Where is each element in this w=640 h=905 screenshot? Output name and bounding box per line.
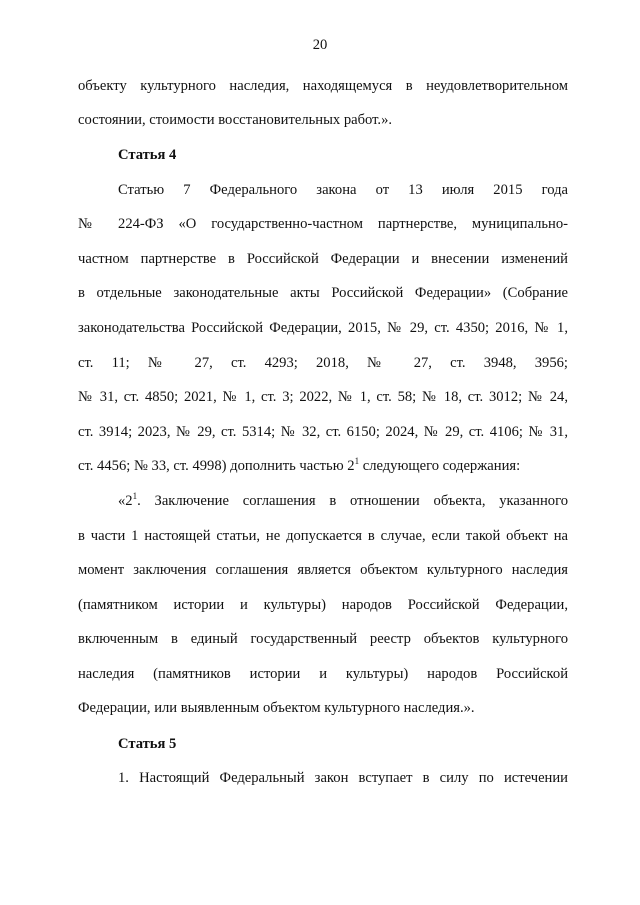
text-fragment: . Заключение соглашения в отношении объекта, указанного [137,493,568,509]
page-number: 20 [312,37,328,53]
article-4-line: в отдельные законодательные акты Российской Федерации» (Собрание [78,285,568,301]
quote-line: (памятником истории и культуры) народов Российской Федерации, [78,597,568,613]
text-line: состоянии, стоимости восстановительных работ.». [78,112,393,128]
quote-line: момент заключения соглашения является объектом культурного наследия [78,562,568,578]
article-5-heading: Статья 5 [118,736,177,752]
article-5-line: 1. Настоящий Федеральный закон вступает в силу по истечении [118,770,568,786]
article-4-line: № 31, ст. 4850; 2021, № 1, ст. 3; 2022, № 1, ст. 58; № 18, ст. 3012; № 24, [78,389,568,405]
text-fragment: «2 [118,493,133,509]
quote-line: наследия (памятников истории и культуры) народов Российской [78,666,568,682]
quote-first-line [118,492,568,510]
article-4-line: частном партнерстве в Российской Федерации и внесении изменений [78,251,568,267]
text-fragment: следующего содержания: [359,458,521,474]
article-4-line: ст. 3914; 2023, № 29, ст. 5314; № 32, ст. 6150; 2024, № 29, ст. 4106; № 31, [78,424,568,440]
quote-last-line: Федерации, или выявленным объектом культурного наследия.». [78,700,475,716]
quote-line: в части 1 настоящей статьи, не допускается в случае, если такой объект на [78,528,568,544]
superscript: 1 [354,456,360,467]
article-4-line-last [78,457,568,475]
text-line [78,77,568,95]
article-4-line: ст. 11; № 27, ст. 4293; 2018, № 27, ст. 3948, 3956; [78,355,568,371]
article-4-line: Статью 7 Федерального закона от 13 июля 2015 года [118,182,568,198]
article-4-heading: Статья 4 [118,147,177,163]
article-4-line: № 224-ФЗ «О государственно-частном партнерстве, муниципально- [78,216,568,232]
quote-line: включенным в единый государственный реестр объектов культурного [78,631,568,647]
article-4-line: законодательства Российской Федерации, 2015, № 29, ст. 4350; 2016, № 1, [78,320,568,336]
superscript: 1 [132,491,138,502]
text-fragment: ст. 4456; № 33, ст. 4998) дополнить частью 2 [78,458,355,474]
paragraph-line: объекту культурного наследия, находящемуся в неудовлетворительном [78,78,568,94]
